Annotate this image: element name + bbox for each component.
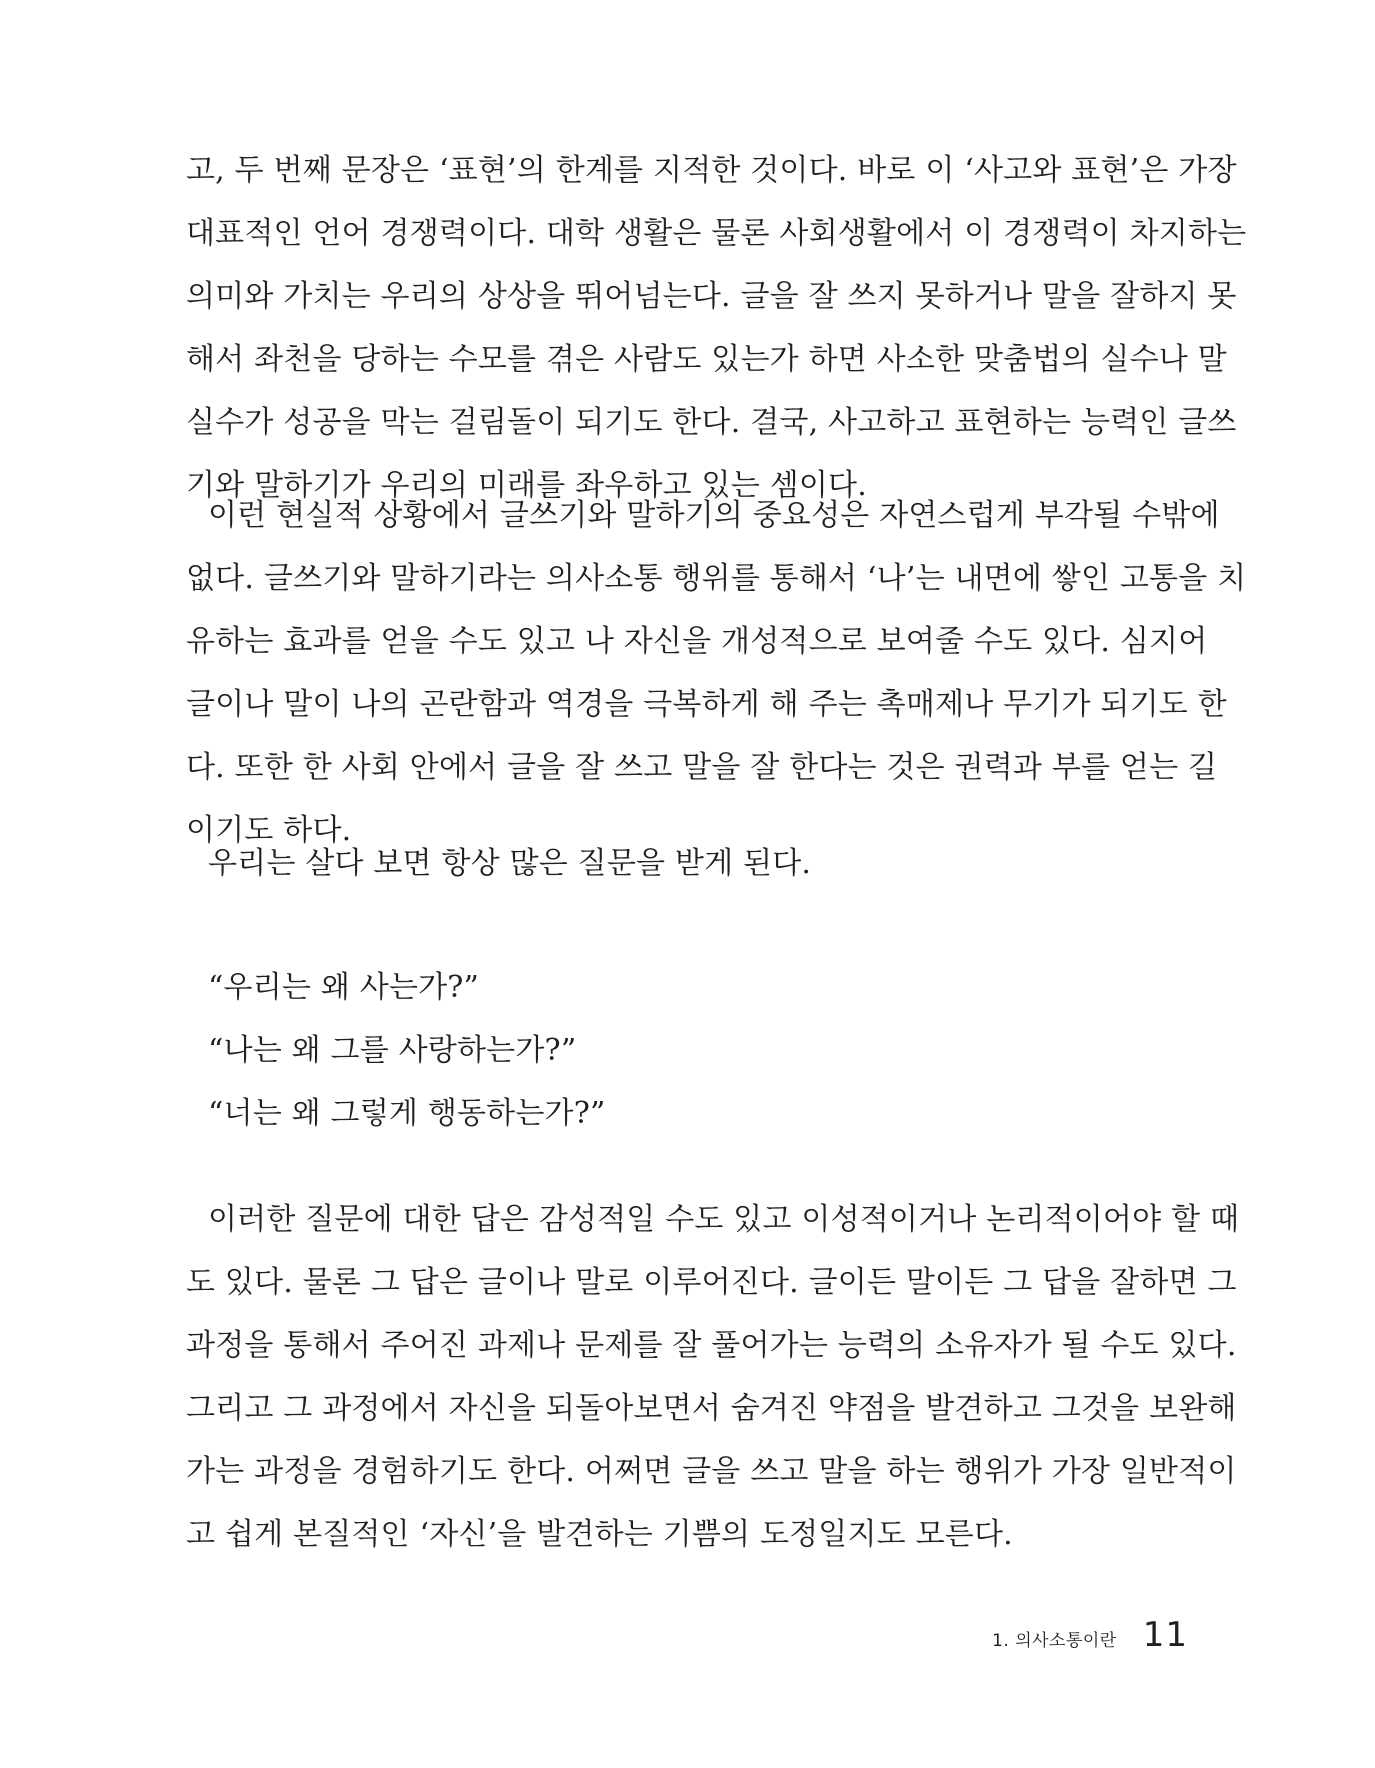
paragraph-3 [186, 832, 1188, 895]
chapter-label: 1. 의사소통이란 [992, 1631, 1117, 1651]
paragraph-2 [186, 484, 1247, 862]
text-line: 의미와 가치는 우리의 상상을 뛰어넘는다. 글을 잘 쓰지 못하거나 말을 잘하지 못 [186, 279, 1237, 314]
text-line: 고 쉽게 본질적인 ‘자신’을 발견하는 기쁨의 도정일지도 모른다. [186, 1517, 1013, 1552]
text-line: 우리는 살다 보면 항상 많은 질문을 받게 된다. [208, 846, 812, 881]
text-line: 유하는 효과를 얻을 수도 있고 나 자신을 개성적으로 보여줄 수도 있다. 심지어 [186, 624, 1208, 659]
text-line: 이러한 질문에 대한 답은 감성적일 수도 있고 이성적이거나 논리적이어야 할 때 [208, 1202, 1240, 1237]
paragraph-1 [186, 139, 1247, 517]
text-line: 없다. 글쓰기와 말하기라는 의사소통 행위를 통해서 ‘나’는 내면에 쌓인 고통을 치 [186, 561, 1247, 596]
text-line: 기와 말하기가 우리의 미래를 좌우하고 있는 셈이다. [186, 468, 867, 503]
text-line: 가는 과정을 경험하기도 한다. 어쩌면 글을 쓰고 말을 하는 행위가 가장 일반적이 [186, 1454, 1237, 1489]
page-footer [992, 1615, 1188, 1655]
text-line: 다. 또한 한 사회 안에서 글을 잘 쓰고 말을 잘 한다는 것은 권력과 부를 얻는 길 [186, 750, 1218, 785]
text-line: 이런 현실적 상황에서 글쓰기와 말하기의 중요성은 자연스럽게 부각될 수밖에 [208, 498, 1220, 533]
quote-line: “나는 왜 그를 사랑하는가?” [208, 1033, 577, 1068]
text-line: 과정을 통해서 주어진 과제나 문제를 잘 풀어가는 능력의 소유자가 될 수도 있다. [186, 1328, 1237, 1363]
text-line: 고, 두 번째 문장은 ‘표현’의 한계를 지적한 것이다. 바로 이 ‘사고와 표현’은 가장 [186, 153, 1237, 188]
text-line: 해서 좌천을 당하는 수모를 겪은 사람도 있는가 하면 사소한 맞춤법의 실수나 말 [186, 342, 1227, 377]
text-line: 대표적인 언어 경쟁력이다. 대학 생활은 물론 사회생활에서 이 경쟁력이 차지하는 [186, 216, 1247, 251]
quote-line: “우리는 왜 사는가?” [208, 970, 480, 1005]
page-number: 11 [1142, 1615, 1188, 1655]
text-line: 이기도 하다. [186, 813, 352, 848]
paragraph-5 [186, 1188, 1240, 1566]
text-line: 실수가 성공을 막는 걸림돌이 되기도 한다. 결국, 사고하고 표현하는 능력인 글쓰 [186, 405, 1237, 440]
quote-line: “너는 왜 그렇게 행동하는가?” [208, 1096, 606, 1131]
quoted-questions [186, 956, 1188, 1145]
text-line: 도 있다. 물론 그 답은 글이나 말로 이루어진다. 글이든 말이든 그 답을 잘하면 그 [186, 1265, 1237, 1300]
text-line: 그리고 그 과정에서 자신을 되돌아보면서 숨겨진 약점을 발견하고 그것을 보완해 [186, 1391, 1237, 1426]
text-line: 글이나 말이 나의 곤란함과 역경을 극복하게 해 주는 촉매제나 무기가 되기도 한 [186, 687, 1227, 722]
